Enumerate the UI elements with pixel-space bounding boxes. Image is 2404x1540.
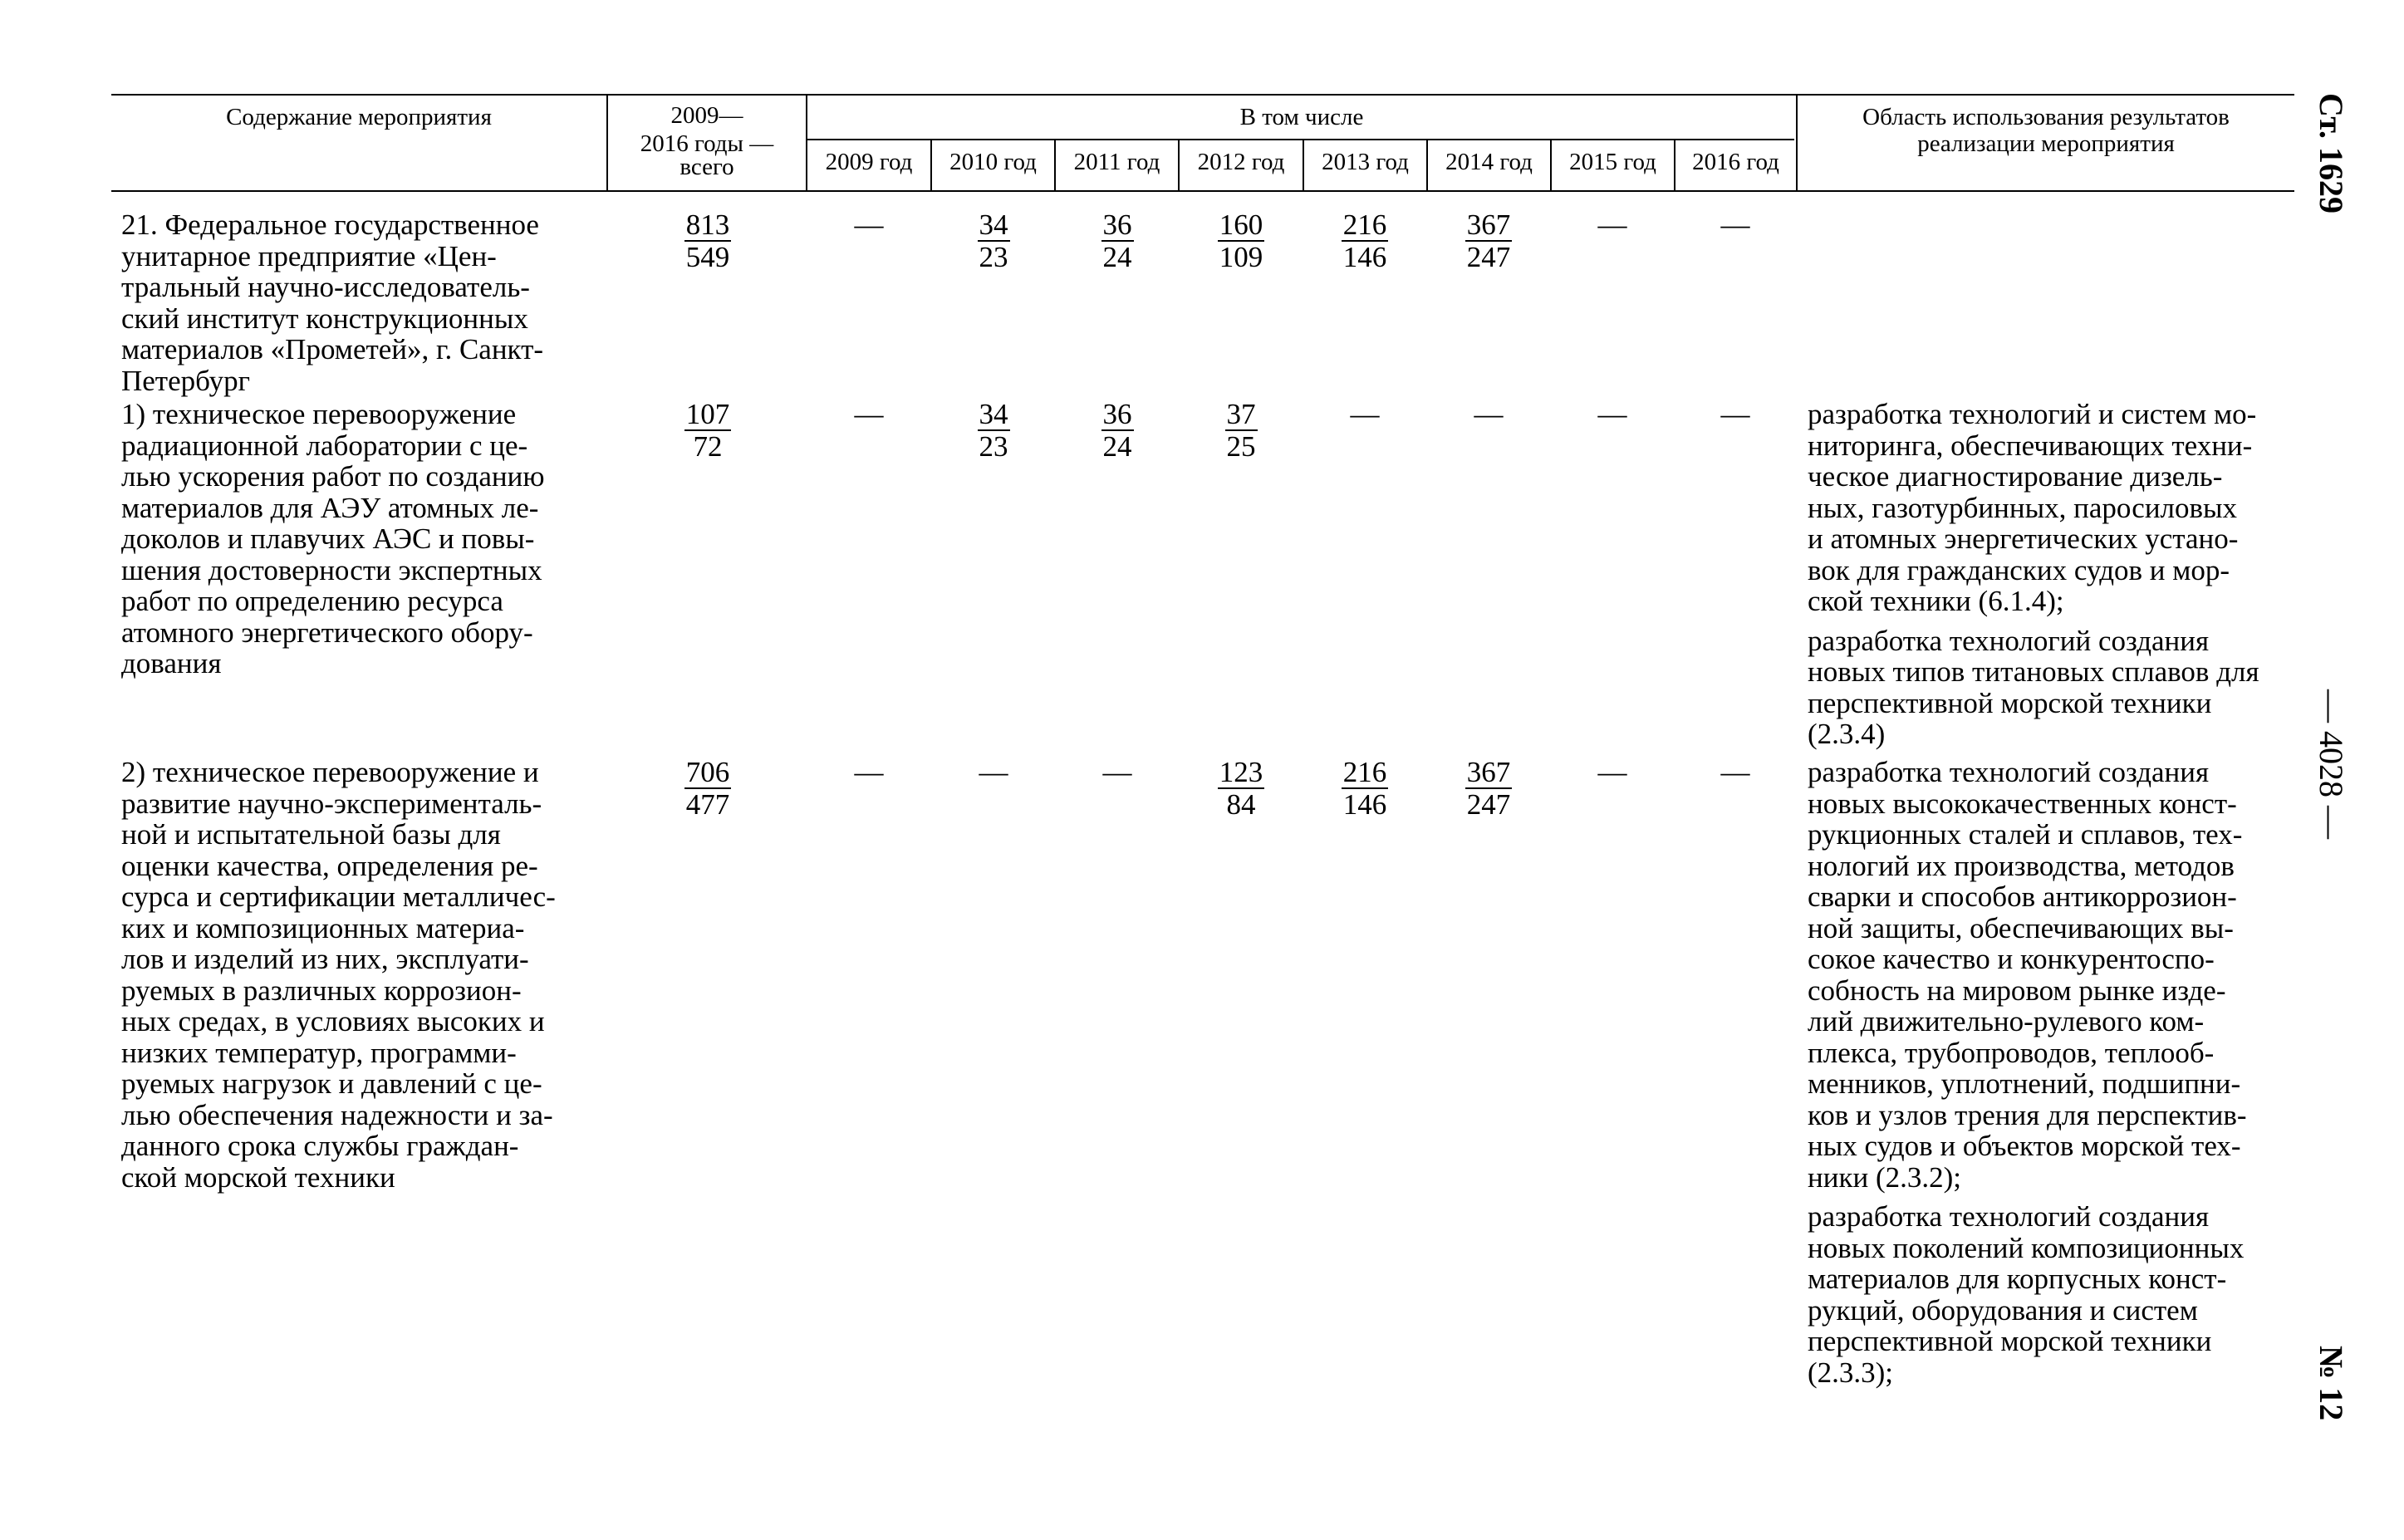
numerator: 216: [1342, 208, 1387, 241]
year-value: —: [854, 208, 884, 241]
header-content: Содержание мероприятия: [226, 104, 492, 130]
denominator: 23: [979, 241, 1008, 273]
area-line: ных судов и объектов морской тех-: [1808, 1130, 2241, 1162]
year-value: —: [1597, 756, 1627, 788]
desc-line: материалов «Прометей», г. Санкт-: [121, 333, 544, 365]
area-line: перспективной морской техники: [1808, 1325, 2212, 1357]
area-line: ники (2.3.2);: [1808, 1160, 1961, 1194]
numerator: 706: [685, 756, 730, 788]
area-line: вок для гражданских судов и мор-: [1808, 553, 2230, 586]
numerator: 160: [1219, 208, 1263, 241]
denominator: 109: [1219, 241, 1263, 273]
total-value: [650, 209, 766, 273]
area-line: ной защиты, обеспечивающих вы-: [1808, 911, 2234, 944]
area-line: сварки и способов антикоррозион-: [1808, 880, 2237, 913]
header-area-line: реализации мероприятия: [1917, 130, 2175, 157]
header-year: 2013 год: [1322, 149, 1409, 175]
year-value: [935, 209, 1052, 273]
desc-line: доколов и плавучих АЭС и повы-: [121, 522, 535, 555]
area-line: сокое качество и конкурентоспо-: [1808, 943, 2215, 975]
year-value: —: [1350, 398, 1380, 430]
year-value: —: [1720, 398, 1750, 430]
row-usage-area: [1808, 757, 2289, 1396]
year-value: [1183, 399, 1299, 463]
row-description: [121, 399, 586, 679]
side-page-number: — 4028 —: [2313, 689, 2350, 839]
area-line: лий движительно-рулевого ком-: [1808, 1005, 2205, 1037]
area-line: плекса, трубопроводов, теплооб-: [1808, 1036, 2215, 1069]
desc-line: 21. Федеральное государственное: [121, 208, 539, 241]
numerator: 36: [1102, 208, 1132, 241]
header-total-line: всего: [679, 154, 734, 180]
desc-line: ных средах, в условиях высоких и: [121, 1005, 545, 1037]
header-total: [608, 101, 806, 181]
year-value: —: [1720, 208, 1750, 241]
header-year: 2011 год: [1073, 149, 1160, 175]
desc-line: ской морской техники: [121, 1160, 395, 1194]
desc-line: дования: [121, 647, 222, 679]
desc-line: развитие научно-эксперименталь-: [121, 787, 542, 820]
denominator: 23: [979, 430, 1008, 463]
area-line: разработка технологий создания: [1808, 756, 2210, 788]
denominator: 247: [1466, 788, 1511, 821]
desc-line: лью обеспечения надежности и за-: [121, 1098, 553, 1131]
year-value: [1430, 757, 1547, 821]
desc-line: радиационной лаборатории с це-: [121, 429, 528, 462]
year-value: —: [1597, 208, 1627, 241]
denominator: 146: [1342, 241, 1387, 273]
desc-line: ких и композиционных материа-: [121, 911, 525, 944]
desc-line: шения достоверности экспертных: [121, 553, 542, 586]
area-line: собность на мировом рынке изде-: [1808, 974, 2226, 1007]
total-value: [650, 757, 766, 821]
desc-line: руемых в различных коррозион-: [121, 974, 522, 1007]
numerator: 107: [685, 398, 730, 430]
header-year: 2010 год: [949, 149, 1037, 175]
year-value: —: [854, 756, 884, 788]
area-line: менников, уплотнений, подшипни-: [1808, 1067, 2241, 1100]
area-line: рукций, оборудования и систем: [1808, 1293, 2198, 1327]
desc-line: атомного энергетического обору-: [121, 616, 533, 649]
year-value: [1307, 757, 1423, 821]
area-line: разработка технологий и систем мо-: [1808, 398, 2257, 430]
header-total-line: 2009—: [670, 102, 743, 129]
denominator: 146: [1342, 788, 1387, 821]
numerator: 37: [1226, 398, 1256, 430]
area-line: новых типов титановых сплавов для: [1808, 655, 2259, 688]
header-year: 2012 год: [1197, 149, 1285, 175]
year-value: [1059, 209, 1175, 273]
numerator: 216: [1342, 756, 1387, 788]
denominator: 84: [1226, 788, 1256, 821]
usage-paragraph: [1808, 625, 2289, 750]
desc-line: данного срока службы граждан-: [121, 1130, 519, 1162]
denominator: 549: [685, 241, 730, 273]
area-line: (2.3.4): [1808, 718, 1886, 750]
header-group: В том числе: [1239, 104, 1364, 130]
area-line: ской техники (6.1.4);: [1808, 585, 2064, 617]
year-value: —: [1102, 756, 1132, 788]
desc-line: сурса и сертификации металличес-: [121, 880, 556, 913]
desc-line: унитарное предприятие «Цен-: [121, 239, 497, 272]
year-value: [1430, 209, 1547, 273]
desc-line: 2) техническое перевооружение и: [121, 756, 539, 788]
area-line: ков и узлов трения для перспектив-: [1808, 1098, 2247, 1131]
row-description: [121, 757, 586, 1193]
numerator: 367: [1466, 756, 1511, 788]
year-value: [1059, 399, 1175, 463]
desc-line: лов и изделий из них, эксплуати-: [121, 943, 529, 975]
area-line: ных, газотурбинных, паросиловых: [1808, 491, 2238, 524]
total-value: [650, 399, 766, 463]
year-value: [935, 399, 1052, 463]
year-value: [1307, 209, 1423, 273]
denominator: 25: [1226, 430, 1256, 463]
denominator: 72: [693, 430, 723, 463]
area-line: рукционных сталей и сплавов, тех-: [1808, 818, 2243, 851]
area-line: (2.3.3);: [1808, 1356, 1894, 1389]
year-value: —: [854, 398, 884, 430]
header-year: 2014 год: [1445, 149, 1533, 175]
header-top-rule: [111, 94, 2294, 96]
usage-paragraph: [1808, 399, 2289, 617]
side-issue-number: № 12: [2313, 1346, 2350, 1421]
year-value: —: [1597, 398, 1627, 430]
area-line: перспективной морской техники: [1808, 686, 2212, 719]
year-value: —: [1720, 756, 1750, 788]
side-article-number: Ст. 1629: [2313, 93, 2350, 213]
row-usage-area: [1808, 399, 2289, 758]
desc-line: низких температур, программи-: [121, 1036, 517, 1069]
area-line: нологий их производства, методов: [1808, 849, 2235, 882]
desc-line: 1) техническое перевооружение: [121, 398, 517, 430]
numerator: 36: [1102, 398, 1132, 430]
header-year-rule: [806, 139, 1794, 140]
area-line: новых поколений композиционных: [1808, 1231, 2245, 1264]
denominator: 477: [685, 788, 730, 821]
area-line: разработка технологий создания: [1808, 624, 2210, 657]
header-total-line: 2016 годы —: [640, 130, 774, 157]
header-area-line: Область использования результатов: [1862, 104, 2230, 130]
year-value: —: [979, 756, 1008, 788]
header-year: 2009 год: [825, 149, 913, 175]
numerator: 123: [1219, 756, 1263, 788]
header-area: [1798, 104, 2294, 157]
year-value: [1183, 209, 1299, 273]
numerator: 34: [979, 208, 1008, 241]
usage-paragraph: [1808, 757, 2289, 1193]
year-value: [1183, 757, 1299, 821]
area-line: материалов для корпусных конст-: [1808, 1263, 2227, 1295]
header-year: 2015 год: [1569, 149, 1656, 175]
area-line: новых высококачественных конст-: [1808, 787, 2237, 820]
area-line: ческое диагностирование дизель-: [1808, 460, 2223, 493]
denominator: 247: [1466, 241, 1511, 273]
desc-line: материалов для АЭУ атомных ле-: [121, 491, 539, 524]
desc-line: Петербург: [121, 364, 250, 397]
desc-line: тральный научно-исследователь-: [121, 271, 530, 303]
desc-line: ной и испытательной базы для: [121, 818, 501, 851]
numerator: 367: [1466, 208, 1511, 241]
usage-paragraph: [1808, 1201, 2289, 1388]
numerator: 34: [979, 398, 1008, 430]
denominator: 24: [1102, 430, 1132, 463]
denominator: 24: [1102, 241, 1132, 273]
desc-line: ский институт конструкционных: [121, 302, 528, 335]
row-description: [121, 209, 586, 396]
numerator: 813: [685, 208, 730, 241]
area-line: разработка технологий создания: [1808, 1200, 2210, 1233]
area-line: и атомных энергетических устано-: [1808, 522, 2239, 555]
desc-line: оценки качества, определения ре-: [121, 849, 538, 882]
desc-line: лью ускорения работ по созданию: [121, 460, 545, 493]
desc-line: руемых нагрузок и давлений с це-: [121, 1067, 542, 1100]
desc-line: работ по определению ресурса: [121, 585, 503, 617]
year-value: —: [1474, 398, 1504, 430]
header-year: 2016 год: [1692, 149, 1779, 175]
area-line: ниторинга, обеспечивающих техни-: [1808, 429, 2253, 462]
header-bottom-rule: [111, 190, 2294, 192]
